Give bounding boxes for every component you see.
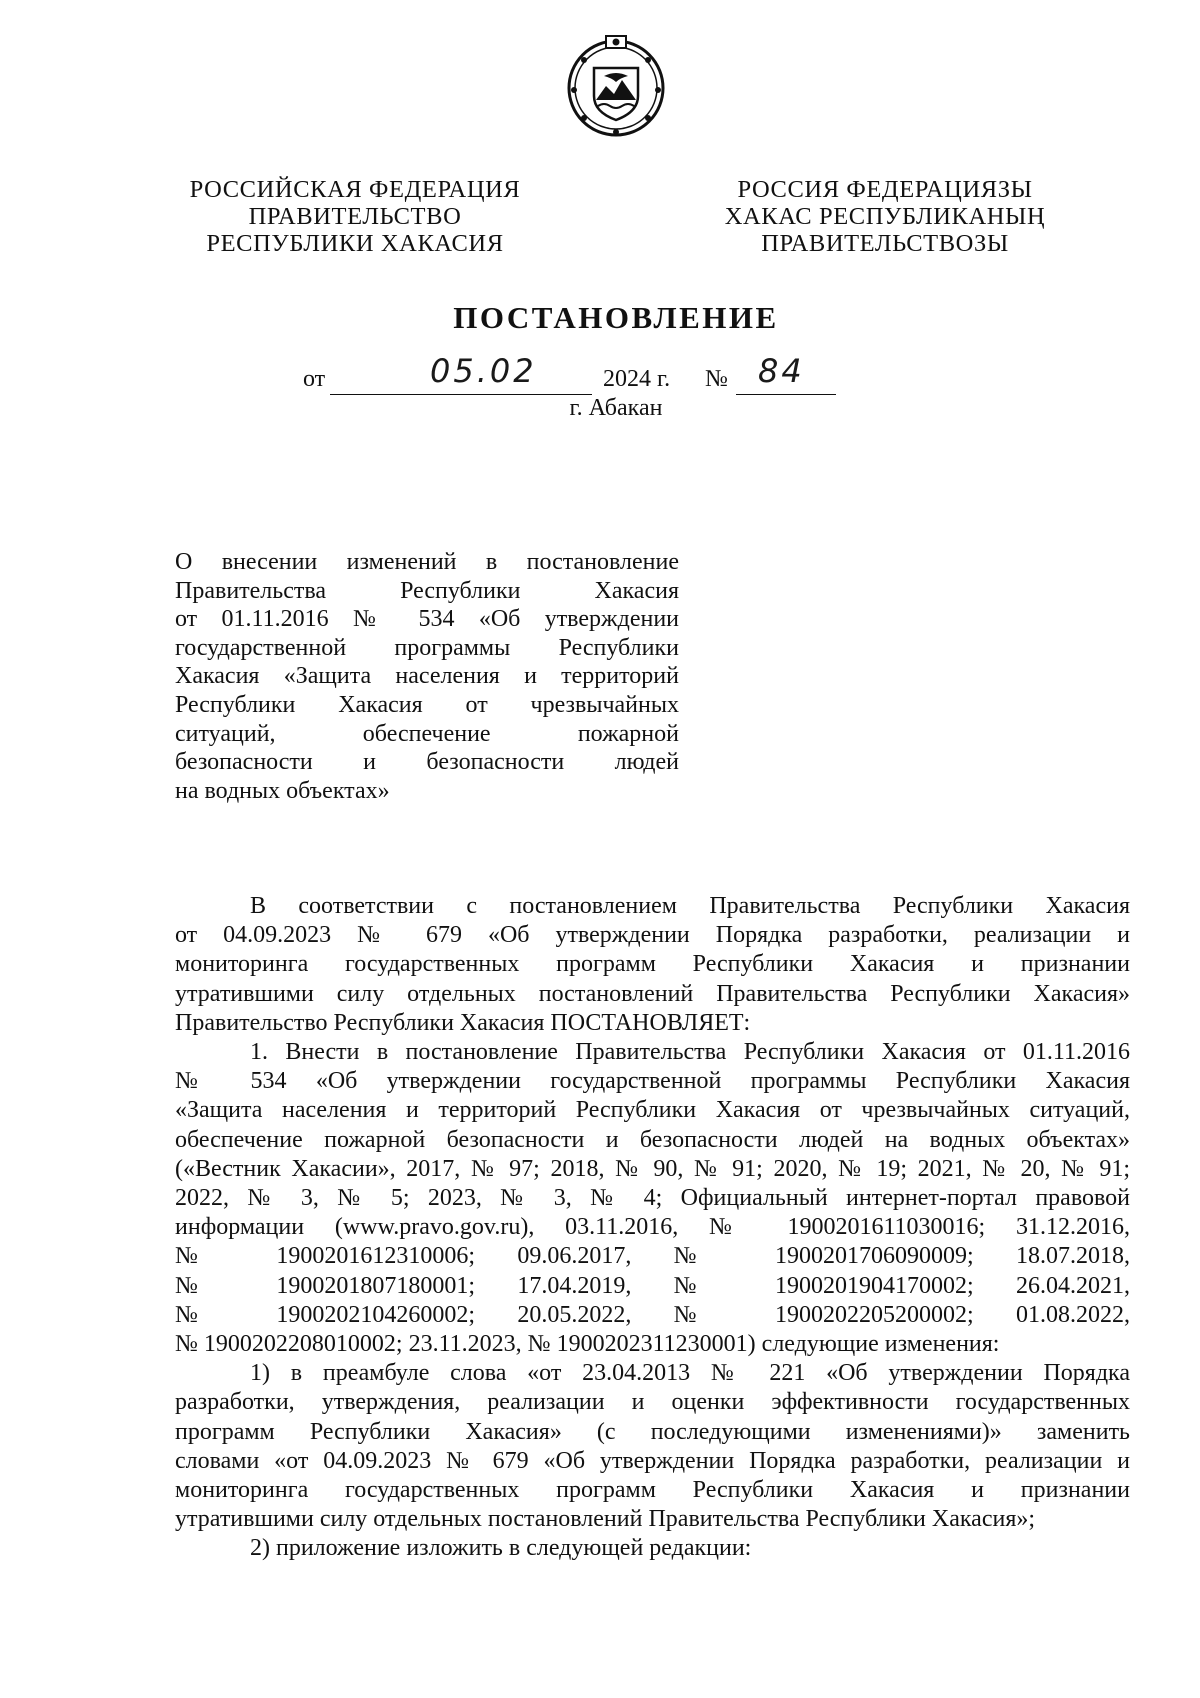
- body-line: Правительство Республики Хакасия ПОСТАНОВЛЯЕТ:: [175, 1009, 751, 1036]
- year-label: 2024 г.: [603, 366, 671, 392]
- body-line: 1) в преамбуле слова «от 23.04.2013 № 221 «Об утверждении Порядка: [250, 1360, 1130, 1387]
- body-line: В соответствии с постановлением Правительства Республики Хакасия: [250, 893, 1130, 919]
- body-line: «Защита населения и территорий Республики Хакасия от чрезвычайных ситуаций,: [175, 1097, 1130, 1124]
- header-right-line: ПРАВИТЕЛЬСТВОЗЫ: [761, 230, 1009, 257]
- subject-block: [175, 548, 679, 805]
- subject-line: на водных объектах»: [175, 777, 390, 804]
- number-label: №: [705, 366, 728, 392]
- body-line: 2) приложение изложить в следующей редакции:: [250, 1535, 752, 1562]
- body-line: 2022, № 3, № 5; 2023, № 3, № 4; Официальный интернет-портал правовой: [175, 1185, 1130, 1212]
- body-line: от 04.09.2023 № 679 «Об утверждении Порядка разработки, реализации и: [175, 922, 1130, 949]
- subject-line: безопасности и безопасности людей: [175, 749, 679, 776]
- body-line: № 1900202104260002; 20.05.2022, № 1900202205200002; 01.08.2022,: [175, 1301, 1130, 1328]
- city-label: г. Абакан: [569, 395, 663, 421]
- body-line: № 1900202208010002; 23.11.2023, № 1900202311230001) следующие изменения:: [175, 1331, 1000, 1358]
- body-line: информации (www.pravo.gov.ru), 03.11.2016, № 1900201611030016; 31.12.2016,: [175, 1214, 1130, 1241]
- header-right-line: РОССИЯ ФЕДЕРАЦИЯЗЫ: [737, 176, 1033, 203]
- subject-line: Правительства Республики Хакасия: [175, 577, 679, 604]
- body-line: № 1900201807180001; 17.04.2019, № 1900201904170002; 26.04.2021,: [175, 1272, 1130, 1299]
- body-line: утратившими силу отдельных постановлений Правительства Республики Хакасия»;: [175, 1506, 1036, 1533]
- subject-line: ситуаций, обеспечение пожарной: [175, 720, 679, 747]
- body-line: обеспечение пожарной безопасности и безопасности людей на водных объектах»: [175, 1126, 1130, 1153]
- date-handwritten: 05.02: [430, 352, 537, 390]
- from-label: от: [303, 366, 326, 392]
- body-line: мониторинга государственных программ Республики Хакасия и признании: [175, 1477, 1130, 1504]
- coat-of-arms-emblem: [564, 34, 668, 138]
- header-left: [170, 176, 540, 257]
- subject-line: Республики Хакасия от чрезвычайных: [175, 691, 679, 718]
- subject-line: от 01.11.2016 № 534 «Об утверждении: [175, 606, 679, 633]
- body-line: № 1900201612310006; 09.06.2017, № 1900201706090009; 18.07.2018,: [175, 1243, 1130, 1270]
- body-line: № 534 «Об утверждении государственной программы Республики Хакасия: [175, 1068, 1130, 1095]
- header-right: [700, 176, 1070, 257]
- document-title: ПОСТАНОВЛЕНИЕ: [453, 300, 779, 335]
- body-line: программ Республики Хакасия» (с последующими изменениями)» заменить: [175, 1418, 1130, 1445]
- body-text: [175, 892, 1130, 1564]
- body-line: 1. Внести в постановление Правительства Республики Хакасия от 01.11.2016: [250, 1039, 1130, 1066]
- header-left-line: РЕСПУБЛИКИ ХАКАСИЯ: [206, 230, 504, 257]
- header-left-line: РОССИЙСКАЯ ФЕДЕРАЦИЯ: [189, 176, 521, 203]
- body-line: («Вестник Хакасии», 2017, № 97; 2018, № 90, № 91; 2020, № 19; 2021, № 20, № 91;: [175, 1155, 1130, 1182]
- header-left-line: ПРАВИТЕЛЬСТВО: [248, 203, 462, 230]
- subject-line: Хакасия «Защита населения и территорий: [175, 663, 679, 690]
- subject-line: государственной программы Республики: [175, 634, 679, 661]
- subject-line: О внесении изменений в постановление: [175, 549, 679, 575]
- number-handwritten: 84: [758, 352, 805, 390]
- body-line: словами «от 04.09.2023 № 679 «Об утверждении Порядка разработки, реализации и: [175, 1447, 1130, 1474]
- body-line: разработки, утверждения, реализации и оценки эффективности государственных: [175, 1389, 1130, 1416]
- body-line: мониторинга государственных программ Республики Хакасия и признании: [175, 951, 1130, 978]
- body-line: утратившими силу отдельных постановлений Правительства Республики Хакасия»: [175, 980, 1130, 1007]
- header-right-line: ХАКАС РЕСПУБЛИКАНЫҢ: [724, 203, 1046, 230]
